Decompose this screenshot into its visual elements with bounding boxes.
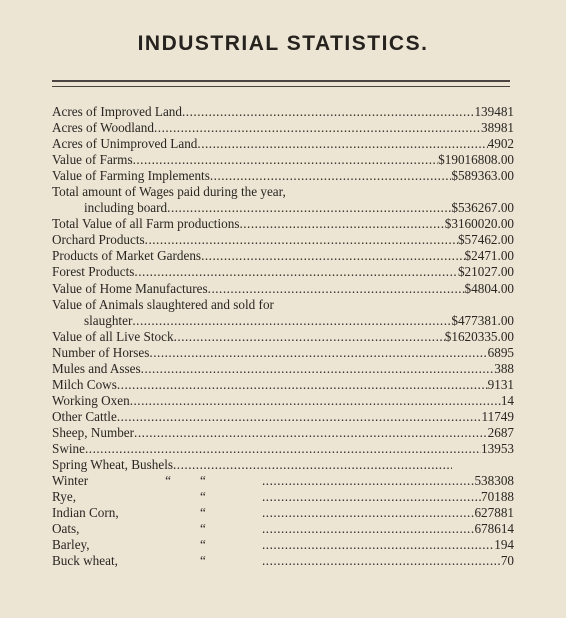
stat-row-heading <box>52 297 514 313</box>
stat-label: Buck wheat, <box>52 553 118 569</box>
stat-row <box>52 152 514 168</box>
leader-dots <box>182 104 474 120</box>
leader-dots <box>173 457 452 473</box>
stat-row <box>52 281 514 297</box>
leader-dots <box>134 425 488 441</box>
stat-row-grain <box>52 521 514 537</box>
stat-label: Total Value of all Farm productions <box>52 216 240 232</box>
leader-dots <box>239 216 444 232</box>
stat-label: Value of Home Manufactures <box>52 280 208 296</box>
stat-value: 70 <box>500 553 514 569</box>
leader-dots <box>132 313 451 329</box>
stat-value: $477381.00 <box>451 312 514 328</box>
stat-value: 70188 <box>481 489 514 505</box>
stat-row <box>52 409 514 425</box>
stat-value: 2687 <box>487 424 514 440</box>
leader-dots <box>117 409 482 425</box>
stat-value: 139481 <box>474 104 514 119</box>
stat-row-grain <box>52 553 514 569</box>
leader-dots <box>262 553 501 569</box>
statistics-list <box>52 104 514 569</box>
stat-label: Indian Corn, <box>52 505 119 521</box>
stat-row <box>52 441 514 457</box>
ditto-mark: “ <box>200 505 206 521</box>
stat-label: Total amount of Wages paid during the year, <box>52 184 286 200</box>
stat-value: 6895 <box>487 344 514 360</box>
stat-row <box>52 120 514 136</box>
stat-value: 678614 <box>474 521 514 537</box>
ditto-mark: “ <box>200 521 206 537</box>
stat-label: Other Cattle <box>52 408 117 424</box>
stat-label: Barley, <box>52 537 90 553</box>
leader-dots <box>130 393 501 409</box>
leader-dots <box>154 120 481 136</box>
stat-label: Acres of Improved Land <box>52 104 182 119</box>
stat-value: 38981 <box>481 120 514 136</box>
stat-value: 538308 <box>474 473 514 489</box>
stat-label: Number of Horses <box>52 344 150 360</box>
stat-label: Milch Cows <box>52 376 117 392</box>
stat-row <box>52 200 514 216</box>
leader-dots <box>133 152 439 168</box>
leader-dots <box>262 473 474 489</box>
stat-row <box>52 232 514 248</box>
stat-value: $19016808.00 <box>438 152 514 168</box>
stat-value: $57462.00 <box>457 232 514 248</box>
stat-row <box>52 313 514 329</box>
leader-dots <box>208 281 465 297</box>
stat-label: Value of Farming Implements <box>52 168 210 184</box>
stat-value: 388 <box>494 360 514 376</box>
stat-label: Swine <box>52 440 85 456</box>
leader-dots <box>210 168 452 184</box>
stat-row <box>52 264 514 280</box>
stat-row <box>52 248 514 264</box>
stat-row <box>52 216 514 232</box>
stat-value: 627881 <box>474 505 514 521</box>
stat-value: $2471.00 <box>464 248 514 264</box>
stat-label: Spring Wheat, Bushels <box>52 457 173 473</box>
stat-row <box>52 457 514 473</box>
stat-label: Value of all Live Stock <box>52 328 174 344</box>
ditto-mark: “ <box>200 537 206 553</box>
leader-dots <box>149 345 487 361</box>
ditto-mark: “ <box>200 553 206 569</box>
stat-label: Rye, <box>52 489 77 505</box>
leader-dots <box>174 329 445 345</box>
stat-label: Orchard Products <box>52 232 145 248</box>
stat-row-grain <box>52 505 514 521</box>
leader-dots <box>262 537 494 553</box>
stat-row <box>52 393 514 409</box>
leader-dots <box>85 441 481 457</box>
stat-row <box>52 425 514 441</box>
stat-row <box>52 377 514 393</box>
stat-row <box>52 361 514 377</box>
ditto-mark: “ <box>200 473 206 489</box>
title-rule-top <box>52 80 510 82</box>
stat-label: Forest Products <box>52 264 135 280</box>
stat-row-grain <box>52 473 514 489</box>
stat-value: 9131 <box>487 376 514 392</box>
ditto-mark: “ <box>200 489 206 505</box>
stat-label: Sheep, Number <box>52 424 135 440</box>
stat-label: slaughter <box>84 312 133 328</box>
stat-row-heading <box>52 184 514 200</box>
stat-value: $4804.00 <box>464 280 514 296</box>
stat-label: Acres of Woodland <box>52 120 154 136</box>
stat-row <box>52 136 514 152</box>
stat-label: Products of Market Gardens <box>52 248 202 264</box>
stat-label: Value of Farms <box>52 152 133 168</box>
leader-dots <box>167 200 451 216</box>
stat-value: $1620335.00 <box>444 328 514 344</box>
stat-value: 13953 <box>481 440 514 456</box>
leader-dots <box>197 136 487 152</box>
leader-dots <box>262 489 481 505</box>
ditto-mark: “ <box>165 473 171 489</box>
stat-label: Mules and Asses <box>52 360 141 376</box>
stat-value: $21027.00 <box>457 264 514 280</box>
stat-row <box>52 345 514 361</box>
title-rule-bottom <box>52 86 510 87</box>
stat-value: 11749 <box>481 408 514 424</box>
leader-dots <box>262 505 474 521</box>
stat-label: Value of Animals slaughtered and sold for <box>52 296 274 312</box>
stat-value: $3160020.00 <box>444 216 514 232</box>
stat-value: $589363.00 <box>451 168 514 184</box>
leader-dots <box>134 264 458 280</box>
stat-row-grain <box>52 537 514 553</box>
stat-label: Acres of Unimproved Land <box>52 136 198 152</box>
leader-dots <box>145 232 458 248</box>
page-title: INDUSTRIAL STATISTICS. <box>137 32 429 55</box>
stat-label: including board <box>84 200 168 216</box>
stat-label: Oats, <box>52 521 80 537</box>
stat-row <box>52 168 514 184</box>
leader-dots <box>262 521 474 537</box>
stat-row <box>52 104 514 120</box>
stat-value: 194 <box>494 537 514 553</box>
stat-row <box>52 329 514 345</box>
stat-label: Working Oxen <box>52 392 130 408</box>
stat-value: $536267.00 <box>451 200 514 216</box>
leader-dots <box>201 248 464 264</box>
leader-dots <box>117 377 488 393</box>
leader-dots <box>141 361 495 377</box>
stat-value: 14 <box>500 392 514 408</box>
stat-value: 4902 <box>487 136 514 152</box>
stat-row-grain <box>52 489 514 505</box>
stat-label: Winter <box>52 473 89 489</box>
